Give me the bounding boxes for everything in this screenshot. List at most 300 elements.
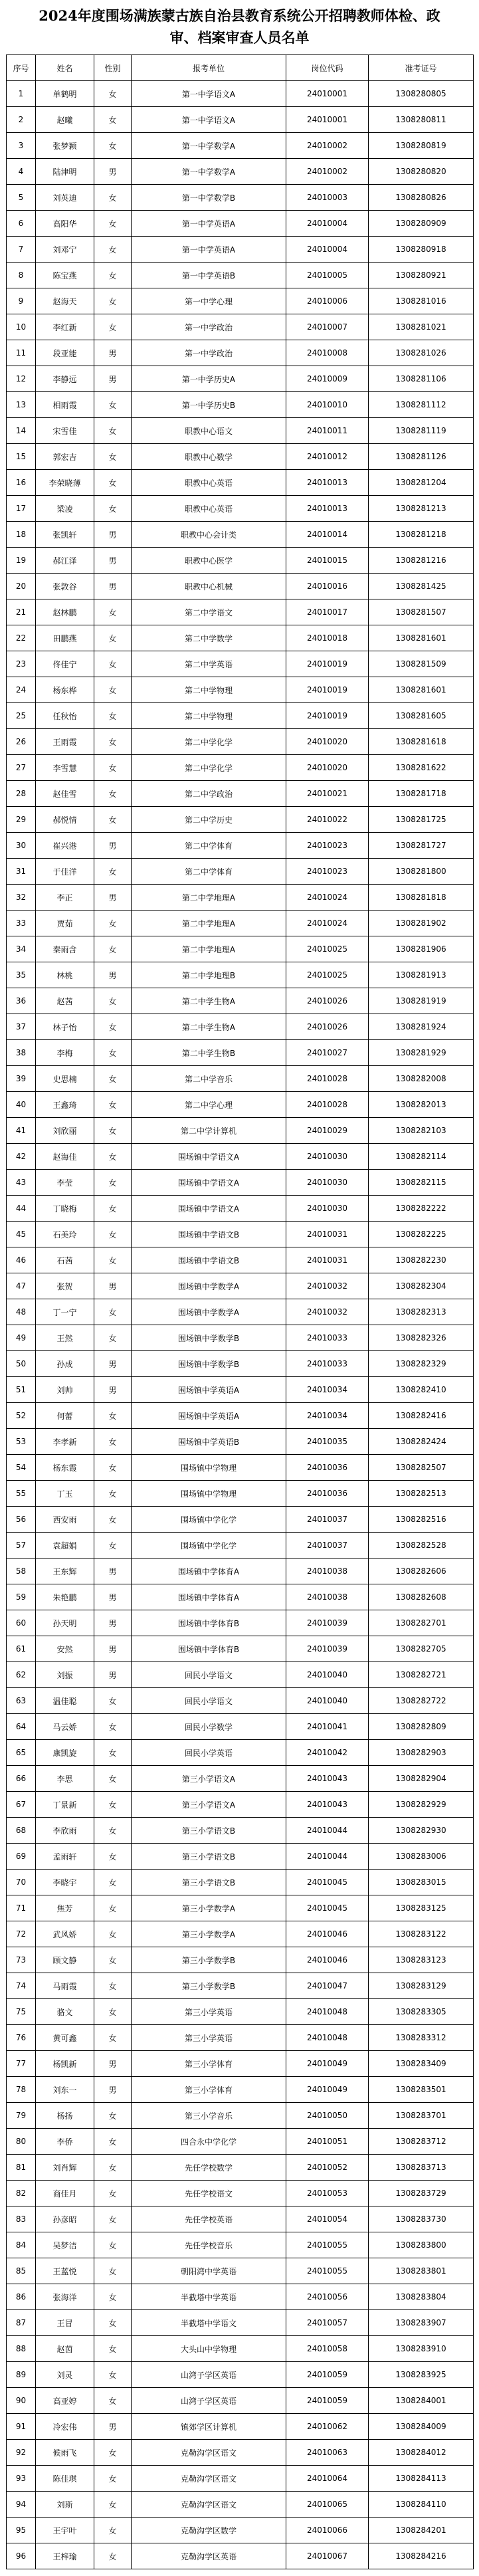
cell-serial: 52 bbox=[7, 1403, 36, 1429]
cell-exam-number: 1308282606 bbox=[369, 1558, 474, 1584]
cell-exam-number: 1308282507 bbox=[369, 1455, 474, 1481]
cell-serial: 81 bbox=[7, 2155, 36, 2181]
cell-post-code: 24010006 bbox=[286, 288, 369, 314]
cell-unit: 克勒沟学区数学 bbox=[132, 2518, 286, 2543]
table-row bbox=[7, 885, 474, 911]
cell-unit: 第一中学语文A bbox=[132, 81, 286, 107]
cell-exam-number: 1308283925 bbox=[369, 2362, 474, 2388]
cell-unit: 先任学校数学 bbox=[132, 2155, 286, 2181]
cell-serial: 18 bbox=[7, 522, 36, 548]
cell-unit: 围场镇中学体育B bbox=[132, 1636, 286, 1662]
cell-exam-number: 1308284012 bbox=[369, 2440, 474, 2466]
table-row bbox=[7, 1533, 474, 1558]
table-row bbox=[7, 1273, 474, 1299]
cell-unit: 第二中学生物A bbox=[132, 1014, 286, 1040]
table-row bbox=[7, 1144, 474, 1170]
table-row bbox=[7, 1351, 474, 1377]
cell-post-code: 24010035 bbox=[286, 1429, 369, 1455]
cell-serial: 3 bbox=[7, 133, 36, 159]
cell-name: 高阳华 bbox=[36, 211, 94, 237]
cell-gender: 女 bbox=[94, 2103, 132, 2129]
cell-post-code: 24010053 bbox=[286, 2181, 369, 2206]
cell-serial: 64 bbox=[7, 1714, 36, 1740]
table-row bbox=[7, 1170, 474, 1196]
cell-exam-number: 1308284110 bbox=[369, 2492, 474, 2518]
cell-post-code: 24010033 bbox=[286, 1325, 369, 1351]
cell-exam-number: 1308283123 bbox=[369, 1947, 474, 1973]
cell-serial: 69 bbox=[7, 1844, 36, 1870]
cell-exam-number: 1308282608 bbox=[369, 1584, 474, 1610]
cell-exam-number: 1308282410 bbox=[369, 1377, 474, 1403]
cell-exam-number: 1308282929 bbox=[369, 1792, 474, 1818]
cell-gender: 女 bbox=[94, 599, 132, 625]
cell-name: 任秋怡 bbox=[36, 703, 94, 729]
cell-exam-number: 1308282416 bbox=[369, 1403, 474, 1429]
cell-name: 赵茜 bbox=[36, 988, 94, 1014]
cell-name: 王冒 bbox=[36, 2310, 94, 2336]
cell-unit: 第三小学语文B bbox=[132, 1818, 286, 1844]
cell-post-code: 24010049 bbox=[286, 2077, 369, 2103]
cell-name: 李思 bbox=[36, 1766, 94, 1792]
cell-exam-number: 1308281725 bbox=[369, 807, 474, 833]
cell-serial: 23 bbox=[7, 651, 36, 677]
cell-name: 赵曦 bbox=[36, 107, 94, 133]
cell-gender: 女 bbox=[94, 392, 132, 418]
table-row bbox=[7, 936, 474, 962]
cell-unit: 克勒沟学区英语 bbox=[132, 2543, 286, 2569]
cell-name: 李红新 bbox=[36, 314, 94, 340]
cell-name: 吴梦洁 bbox=[36, 2232, 94, 2258]
cell-gender: 男 bbox=[94, 1351, 132, 1377]
cell-serial: 20 bbox=[7, 574, 36, 599]
table-row bbox=[7, 211, 474, 237]
cell-name: 黄可鑫 bbox=[36, 2025, 94, 2051]
cell-exam-number: 1308281906 bbox=[369, 936, 474, 962]
cell-gender: 女 bbox=[94, 470, 132, 496]
cell-gender: 女 bbox=[94, 211, 132, 237]
cell-name: 袁超娟 bbox=[36, 1533, 94, 1558]
cell-serial: 22 bbox=[7, 625, 36, 651]
table-row bbox=[7, 1092, 474, 1118]
cell-name: 刘斯 bbox=[36, 2492, 94, 2518]
cell-post-code: 24010019 bbox=[286, 677, 369, 703]
cell-name: 梁凌 bbox=[36, 496, 94, 522]
table-row bbox=[7, 625, 474, 651]
cell-serial: 77 bbox=[7, 2051, 36, 2077]
table-row bbox=[7, 1766, 474, 1792]
cell-post-code: 24010043 bbox=[286, 1766, 369, 1792]
cell-exam-number: 1308280811 bbox=[369, 107, 474, 133]
cell-post-code: 24010004 bbox=[286, 211, 369, 237]
cell-serial: 10 bbox=[7, 314, 36, 340]
table-row bbox=[7, 2206, 474, 2232]
cell-name: 石美玲 bbox=[36, 1222, 94, 1247]
cell-exam-number: 1308282809 bbox=[369, 1714, 474, 1740]
cell-name: 王鑫琦 bbox=[36, 1092, 94, 1118]
cell-name: 丁景新 bbox=[36, 1792, 94, 1818]
cell-post-code: 24010040 bbox=[286, 1688, 369, 1714]
cell-serial: 6 bbox=[7, 211, 36, 237]
cell-gender: 女 bbox=[94, 2518, 132, 2543]
cell-name: 商佳月 bbox=[36, 2181, 94, 2206]
cell-post-code: 24010038 bbox=[286, 1584, 369, 1610]
cell-name: 李梅 bbox=[36, 1040, 94, 1066]
cell-serial: 61 bbox=[7, 1636, 36, 1662]
cell-post-code: 24010039 bbox=[286, 1610, 369, 1636]
table-row bbox=[7, 1947, 474, 1973]
cell-gender: 男 bbox=[94, 2414, 132, 2440]
cell-unit: 第二中学生物A bbox=[132, 988, 286, 1014]
cell-name: 武风娇 bbox=[36, 1921, 94, 1947]
cell-name: 佟佳宁 bbox=[36, 651, 94, 677]
cell-gender: 女 bbox=[94, 2258, 132, 2284]
cell-gender: 男 bbox=[94, 1610, 132, 1636]
cell-exam-number: 1308282114 bbox=[369, 1144, 474, 1170]
cell-name: 宋雪佳 bbox=[36, 418, 94, 444]
cell-serial: 25 bbox=[7, 703, 36, 729]
cell-unit: 第二中学政治 bbox=[132, 781, 286, 807]
cell-exam-number: 1308282115 bbox=[369, 1170, 474, 1196]
cell-gender: 女 bbox=[94, 2206, 132, 2232]
cell-unit: 山湾子学区英语 bbox=[132, 2362, 286, 2388]
cell-post-code: 24010023 bbox=[286, 833, 369, 859]
cell-gender: 女 bbox=[94, 1040, 132, 1066]
cell-unit: 围场镇中学语文A bbox=[132, 1144, 286, 1170]
cell-post-code: 24010032 bbox=[286, 1273, 369, 1299]
cell-unit: 围场镇中学数学B bbox=[132, 1325, 286, 1351]
table-row bbox=[7, 2181, 474, 2206]
cell-gender: 女 bbox=[94, 1247, 132, 1273]
cell-name: 顾文静 bbox=[36, 1947, 94, 1973]
cell-gender: 男 bbox=[94, 548, 132, 574]
cell-exam-number: 1308281016 bbox=[369, 288, 474, 314]
cell-serial: 65 bbox=[7, 1740, 36, 1766]
table-row bbox=[7, 107, 474, 133]
cell-exam-number: 1308282930 bbox=[369, 1818, 474, 1844]
cell-exam-number: 1308283125 bbox=[369, 1895, 474, 1921]
cell-gender: 女 bbox=[94, 2543, 132, 2569]
cell-post-code: 24010024 bbox=[286, 911, 369, 936]
cell-name: 刘肖辉 bbox=[36, 2155, 94, 2181]
cell-serial: 89 bbox=[7, 2362, 36, 2388]
cell-gender: 女 bbox=[94, 1325, 132, 1351]
cell-gender: 男 bbox=[94, 885, 132, 911]
cell-gender: 女 bbox=[94, 185, 132, 211]
cell-name: 刘欣丽 bbox=[36, 1118, 94, 1144]
table-row bbox=[7, 1636, 474, 1662]
cell-post-code: 24010062 bbox=[286, 2414, 369, 2440]
cell-unit: 围场镇中学化学 bbox=[132, 1533, 286, 1558]
cell-serial: 31 bbox=[7, 859, 36, 885]
cell-exam-number: 1308280820 bbox=[369, 159, 474, 185]
cell-serial: 4 bbox=[7, 159, 36, 185]
cell-unit: 围场镇中学体育A bbox=[132, 1584, 286, 1610]
cell-gender: 女 bbox=[94, 1895, 132, 1921]
table-row bbox=[7, 781, 474, 807]
header-row bbox=[7, 55, 474, 81]
cell-name: 骆文 bbox=[36, 1999, 94, 2025]
cell-unit: 围场镇中学数学A bbox=[132, 1273, 286, 1299]
table-row bbox=[7, 1377, 474, 1403]
cell-serial: 43 bbox=[7, 1170, 36, 1196]
table-row bbox=[7, 703, 474, 729]
cell-exam-number: 1308283122 bbox=[369, 1921, 474, 1947]
table-row bbox=[7, 1688, 474, 1714]
table-row bbox=[7, 2362, 474, 2388]
cell-name: 赵海天 bbox=[36, 288, 94, 314]
cell-unit: 朝阳湾中学英语 bbox=[132, 2258, 286, 2284]
cell-serial: 91 bbox=[7, 2414, 36, 2440]
cell-exam-number: 1308283712 bbox=[369, 2129, 474, 2155]
cell-unit: 围场镇中学英语A bbox=[132, 1377, 286, 1403]
cell-gender: 女 bbox=[94, 1533, 132, 1558]
cell-name: 张凯轩 bbox=[36, 522, 94, 548]
table-row bbox=[7, 418, 474, 444]
cell-serial: 84 bbox=[7, 2232, 36, 2258]
cell-unit: 第二中学物理 bbox=[132, 677, 286, 703]
cell-post-code: 24010025 bbox=[286, 962, 369, 988]
cell-gender: 女 bbox=[94, 2440, 132, 2466]
table-row bbox=[7, 133, 474, 159]
cell-unit: 克勒沟学区语文 bbox=[132, 2492, 286, 2518]
cell-name: 杨东霞 bbox=[36, 1455, 94, 1481]
cell-exam-number: 1308281618 bbox=[369, 729, 474, 755]
cell-name: 王梓瑜 bbox=[36, 2543, 94, 2569]
cell-unit: 第二中学地理A bbox=[132, 911, 286, 936]
cell-unit: 围场镇中学物理 bbox=[132, 1481, 286, 1507]
cell-name: 李莹 bbox=[36, 1170, 94, 1196]
table-row bbox=[7, 988, 474, 1014]
cell-unit: 回民小学语文 bbox=[132, 1662, 286, 1688]
cell-unit: 职教中心会计类 bbox=[132, 522, 286, 548]
cell-name: 田鹏燕 bbox=[36, 625, 94, 651]
cell-post-code: 24010020 bbox=[286, 729, 369, 755]
cell-unit: 第二中学数学 bbox=[132, 625, 286, 651]
cell-unit: 第二中学体育 bbox=[132, 833, 286, 859]
cell-serial: 88 bbox=[7, 2336, 36, 2362]
table-row bbox=[7, 599, 474, 625]
table-row bbox=[7, 2129, 474, 2155]
cell-exam-number: 1308281913 bbox=[369, 962, 474, 988]
cell-serial: 30 bbox=[7, 833, 36, 859]
cell-serial: 56 bbox=[7, 1507, 36, 1533]
cell-unit: 回民小学英语 bbox=[132, 1740, 286, 1766]
page-title: 2024年度围场满族蒙古族自治县教育系统公开招聘教师体检、政审、档案审查人员名单 bbox=[39, 7, 440, 46]
cell-post-code: 24010002 bbox=[286, 159, 369, 185]
cell-unit: 山湾子学区英语 bbox=[132, 2388, 286, 2414]
cell-serial: 82 bbox=[7, 2181, 36, 2206]
cell-gender: 女 bbox=[94, 1973, 132, 1999]
cell-post-code: 24010012 bbox=[286, 444, 369, 470]
cell-exam-number: 1308281026 bbox=[369, 340, 474, 366]
cell-exam-number: 1308281425 bbox=[369, 574, 474, 599]
cell-serial: 11 bbox=[7, 340, 36, 366]
cell-name: 林子怡 bbox=[36, 1014, 94, 1040]
cell-name: 李晓宇 bbox=[36, 1870, 94, 1895]
cell-gender: 女 bbox=[94, 2336, 132, 2362]
cell-name: 郝江泽 bbox=[36, 548, 94, 574]
cell-unit: 第三小学语文B bbox=[132, 1870, 286, 1895]
cell-exam-number: 1308282222 bbox=[369, 1196, 474, 1222]
cell-post-code: 24010013 bbox=[286, 496, 369, 522]
cell-unit: 第一中学数学A bbox=[132, 133, 286, 159]
cell-serial: 67 bbox=[7, 1792, 36, 1818]
cell-exam-number: 1308283015 bbox=[369, 1870, 474, 1895]
table-row bbox=[7, 807, 474, 833]
table-row bbox=[7, 859, 474, 885]
cell-gender: 女 bbox=[94, 1947, 132, 1973]
table-row bbox=[7, 392, 474, 418]
cell-serial: 40 bbox=[7, 1092, 36, 1118]
cell-serial: 9 bbox=[7, 288, 36, 314]
table-row bbox=[7, 1973, 474, 1999]
cell-gender: 女 bbox=[94, 807, 132, 833]
cell-exam-number: 1308283729 bbox=[369, 2181, 474, 2206]
cell-serial: 28 bbox=[7, 781, 36, 807]
cell-post-code: 24010047 bbox=[286, 1973, 369, 1999]
cell-post-code: 24010059 bbox=[286, 2388, 369, 2414]
cell-serial: 36 bbox=[7, 988, 36, 1014]
cell-serial: 54 bbox=[7, 1455, 36, 1481]
cell-exam-number: 1308282513 bbox=[369, 1481, 474, 1507]
cell-name: 张梦颖 bbox=[36, 133, 94, 159]
candidate-table bbox=[6, 54, 474, 2569]
cell-post-code: 24010019 bbox=[286, 651, 369, 677]
cell-serial: 78 bbox=[7, 2077, 36, 2103]
cell-unit: 第三小学语文A bbox=[132, 1766, 286, 1792]
cell-post-code: 24010029 bbox=[286, 1118, 369, 1144]
cell-unit: 第三小学体育 bbox=[132, 2051, 286, 2077]
cell-serial: 49 bbox=[7, 1325, 36, 1351]
cell-exam-number: 1308283006 bbox=[369, 1844, 474, 1870]
cell-unit: 职教中心医学 bbox=[132, 548, 286, 574]
cell-exam-number: 1308281800 bbox=[369, 859, 474, 885]
cell-name: 张海洋 bbox=[36, 2284, 94, 2310]
cell-serial: 80 bbox=[7, 2129, 36, 2155]
cell-exam-number: 1308281622 bbox=[369, 755, 474, 781]
cell-serial: 29 bbox=[7, 807, 36, 833]
cell-serial: 50 bbox=[7, 1351, 36, 1377]
table-row bbox=[7, 2103, 474, 2129]
cell-serial: 13 bbox=[7, 392, 36, 418]
cell-exam-number: 1308284009 bbox=[369, 2414, 474, 2440]
cell-post-code: 24010051 bbox=[286, 2129, 369, 2155]
cell-unit: 围场镇中学数学B bbox=[132, 1351, 286, 1377]
table-row bbox=[7, 470, 474, 496]
cell-name: 赵林鹏 bbox=[36, 599, 94, 625]
cell-gender: 女 bbox=[94, 1818, 132, 1844]
table-row bbox=[7, 2051, 474, 2077]
cell-exam-number: 1308282722 bbox=[369, 1688, 474, 1714]
cell-name: 孙彦昭 bbox=[36, 2206, 94, 2232]
cell-post-code: 24010014 bbox=[286, 522, 369, 548]
cell-gender: 女 bbox=[94, 1870, 132, 1895]
cell-name: 张敦谷 bbox=[36, 574, 94, 599]
cell-name: 贾茹 bbox=[36, 911, 94, 936]
cell-post-code: 24010007 bbox=[286, 314, 369, 340]
cell-gender: 女 bbox=[94, 1688, 132, 1714]
cell-unit: 半截塔中学语文 bbox=[132, 2310, 286, 2336]
cell-name: 杨凯新 bbox=[36, 2051, 94, 2077]
cell-unit: 围场镇中学英语B bbox=[132, 1429, 286, 1455]
cell-exam-number: 1308283804 bbox=[369, 2284, 474, 2310]
cell-exam-number: 1308280918 bbox=[369, 237, 474, 263]
cell-name: 陆津明 bbox=[36, 159, 94, 185]
cell-exam-number: 1308282516 bbox=[369, 1507, 474, 1533]
cell-gender: 女 bbox=[94, 911, 132, 936]
table-row bbox=[7, 1507, 474, 1533]
cell-exam-number: 1308281727 bbox=[369, 833, 474, 859]
table-row bbox=[7, 288, 474, 314]
cell-unit: 围场镇中学数学A bbox=[132, 1299, 286, 1325]
cell-exam-number: 1308281106 bbox=[369, 366, 474, 392]
cell-serial: 58 bbox=[7, 1558, 36, 1584]
cell-name: 史思楠 bbox=[36, 1066, 94, 1092]
cell-gender: 女 bbox=[94, 1921, 132, 1947]
cell-unit: 围场镇中学英语A bbox=[132, 1403, 286, 1429]
cell-gender: 女 bbox=[94, 133, 132, 159]
cell-post-code: 24010017 bbox=[286, 599, 369, 625]
cell-exam-number: 1308283713 bbox=[369, 2155, 474, 2181]
table-body bbox=[7, 81, 474, 2569]
cell-serial: 71 bbox=[7, 1895, 36, 1921]
table-row bbox=[7, 729, 474, 755]
cell-unit: 第一中学政治 bbox=[132, 314, 286, 340]
cell-unit: 第二中学体育 bbox=[132, 859, 286, 885]
table-row bbox=[7, 548, 474, 574]
cell-gender: 女 bbox=[94, 1170, 132, 1196]
cell-gender: 男 bbox=[94, 833, 132, 859]
cell-gender: 女 bbox=[94, 2362, 132, 2388]
table-row bbox=[7, 677, 474, 703]
cell-gender: 女 bbox=[94, 781, 132, 807]
cell-serial: 7 bbox=[7, 237, 36, 263]
cell-gender: 男 bbox=[94, 522, 132, 548]
cell-serial: 42 bbox=[7, 1144, 36, 1170]
cell-post-code: 24010034 bbox=[286, 1377, 369, 1403]
cell-serial: 15 bbox=[7, 444, 36, 470]
cell-post-code: 24010043 bbox=[286, 1792, 369, 1818]
cell-gender: 女 bbox=[94, 2181, 132, 2206]
cell-name: 康凯旋 bbox=[36, 1740, 94, 1766]
cell-unit: 第二中学历史 bbox=[132, 807, 286, 833]
cell-exam-number: 1308282424 bbox=[369, 1429, 474, 1455]
cell-gender: 女 bbox=[94, 1792, 132, 1818]
cell-exam-number: 1308282008 bbox=[369, 1066, 474, 1092]
cell-name: 林桃 bbox=[36, 962, 94, 988]
cell-exam-number: 1308282721 bbox=[369, 1662, 474, 1688]
cell-gender: 男 bbox=[94, 574, 132, 599]
table-row bbox=[7, 1740, 474, 1766]
cell-serial: 21 bbox=[7, 599, 36, 625]
table-row bbox=[7, 651, 474, 677]
cell-serial: 86 bbox=[7, 2284, 36, 2310]
cell-gender: 女 bbox=[94, 1118, 132, 1144]
cell-post-code: 24010009 bbox=[286, 366, 369, 392]
cell-gender: 女 bbox=[94, 1740, 132, 1766]
cell-exam-number: 1308281509 bbox=[369, 651, 474, 677]
cell-serial: 63 bbox=[7, 1688, 36, 1714]
cell-gender: 女 bbox=[94, 1481, 132, 1507]
cell-gender: 女 bbox=[94, 2388, 132, 2414]
cell-gender: 女 bbox=[94, 1222, 132, 1247]
cell-post-code: 24010021 bbox=[286, 781, 369, 807]
cell-name: 陈宝燕 bbox=[36, 263, 94, 288]
cell-post-code: 24010037 bbox=[286, 1533, 369, 1558]
table-row bbox=[7, 237, 474, 263]
cell-serial: 60 bbox=[7, 1610, 36, 1636]
table-row bbox=[7, 1247, 474, 1273]
